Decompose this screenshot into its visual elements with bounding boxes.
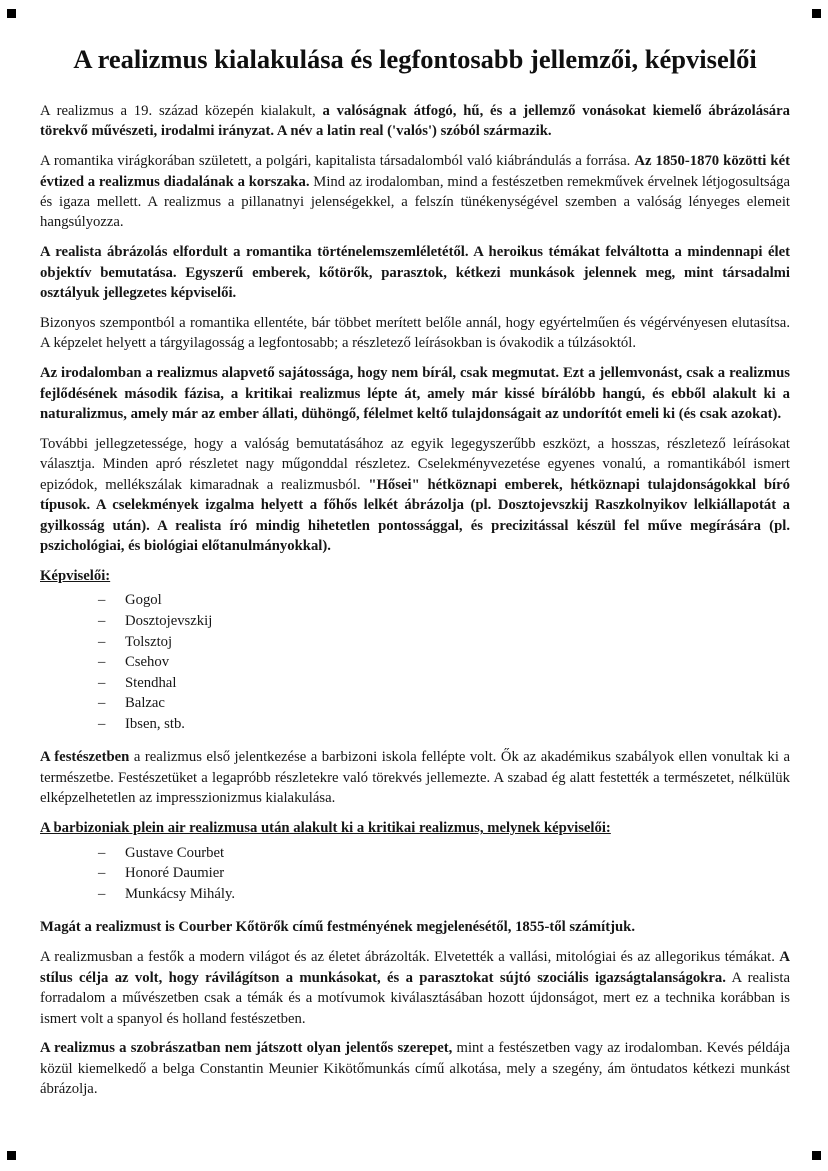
list-item (40, 673, 790, 694)
paragraph: A realizmus a 19. század közepén kialakult, a valóságnak átfogó, hű, és a jellemző vonásokat kiemelő ábrázolására törekvő művészeti, irodalmi irányzat. A név a latin real ('valós') szóból származik. (40, 102, 790, 140)
section-heading: Képviselői: (40, 567, 111, 584)
list-item-label: Munkácsy Mihály. (125, 885, 236, 902)
list-item-label: Csehov (125, 654, 170, 671)
paragraph (40, 242, 790, 303)
list-item (40, 693, 790, 714)
list-item-label: Tolsztoj (125, 633, 173, 650)
list-item (40, 884, 790, 905)
paragraph (40, 917, 790, 937)
corner-mark-top-right (812, 9, 821, 18)
bold-text-run: A realizmus a szobrászatban nem játszott olyan jelentős szerepet, (40, 1040, 453, 1057)
list-item (40, 714, 790, 735)
corner-mark-bottom-left (7, 1151, 16, 1160)
bold-text-run: a valóságnak átfogó, hű, és a jellemző vonásokat kiemelő ábrázolására törekvő művészeti, irodalmi irányzat. A név a latin real ('valós') szóból származik. (40, 102, 790, 140)
dash-marker: – (98, 633, 106, 650)
dash-marker: – (98, 674, 106, 691)
list-item-label: Stendhal (125, 674, 177, 691)
dash-marker: – (98, 592, 106, 609)
paragraph: A realizmus a szobrászatban nem játszott olyan jelentős szerepet, mint a festészetben vagy az irodalomban. Kevés példája közül kiemelkedő a belga Constantin Meunier Kikötőmunkás című alkotása, mely a szegény, ám öntudatos kétkezi munkást ábrázolja. (40, 1040, 790, 1098)
dash-marker: – (98, 695, 106, 712)
list-item (40, 863, 790, 884)
corner-mark-bottom-right (812, 1151, 821, 1160)
paragraph: A romantika virágkorában született, a polgári, kapitalista társadalomból való kiábrándulás a forrása. Az 1850-1870 közötti két évtized a realizmus diadalának a korszaka. Mind az irodalomban, mind a festészetben remekművek érvelnek létjogosultsága és igaza mellett. A realizmus a pillanatnyi jelenségekkel, a felszín tünékenységével szemben a valóság lényeges elemeit hangsúlyozza. (40, 153, 791, 231)
bold-text-run: Magát a realizmust is Courber Kőtörők című festményének megjelenésétől, 1855-től számítjuk. (40, 919, 636, 936)
list-item (40, 632, 790, 653)
list-item-label: Gustave Courbet (125, 844, 225, 861)
bold-text-run: A stílus célja az volt, hogy rávilágítson a munkásokat, és a parasztokat sújtó szociális igazságtalanságokra. (40, 949, 790, 986)
document-body (40, 101, 790, 1100)
list-item-label: Honoré Daumier (125, 865, 225, 882)
representatives-list (40, 590, 790, 734)
dash-marker: – (98, 885, 106, 902)
list-item (40, 611, 790, 632)
document-title: A realizmus kialakulása és legfontosabb jellemzői, képviselői (73, 44, 757, 74)
section-heading: A barbizoniak plein air realizmusa után alakult ki a kritikai realizmus, melynek képviselői: (40, 820, 611, 837)
paragraph: A festészetben a realizmus első jelentkezése a barbizoni iskola fellépte volt. Ők az akadémikus szabályok ellen vonultak ki a természetbe. Festészetüket a legapróbb részletekre való törekvés jellemezte. A szabad ég alatt festették a természetet, nélkülük elképzelhetetlen az impresszionizmus kialakulása. (40, 749, 790, 807)
dash-marker: – (98, 865, 106, 882)
list-item-label: Balzac (125, 695, 165, 712)
dash-marker: – (98, 715, 106, 732)
paragraph: Bizonyos szempontból a romantika ellentéte, bár többet merített belőle annál, hogy egyértelműen és végérvényesen elutasítsa. A képzelet helyett a tárgyilagosság a legfontosabb; a részletező leírásokban is óvakodik a túlzásoktól. (40, 314, 790, 352)
list-item-label: Gogol (125, 592, 162, 609)
representatives-list (40, 843, 790, 905)
paragraph: A realizmusban a festők a modern világot és az életet ábrázolták. Elvetették a vallási, mitológiai és az allegorikus témákat. A stílus célja az volt, hogy rávilágítson a munkásokat, és a parasztokat sújtó szociális igazságtalanságokra. A realista forradalom a művészetben csak a témák és a motívumok kiválasztásában hozott újdonságot, mert ez a technika korábban is ismert volt a spanyol és holland festészetben. (40, 949, 791, 1027)
bold-text-run: "Hősei" hétköznapi emberek, hétköznapi tulajdonságokkal bíró típusok. A cselekmények izgalma helyett a főhős lelkét ábrázolja (pl. Dosztojevszkij Raszkolnyikov lelkiállapotát a gyilkosság után). A realista író mindig hihetetlen pontossággal, és precizitással készül fel műve megírására (pl. pszichológiai, és biológiai előtanulmányokkal). (40, 476, 790, 555)
dash-marker: – (98, 654, 106, 671)
bold-text-run: A realista ábrázolás elfordult a romantika történelemszemléletétől. A heroikus témákat felváltotta a mindennapi élet objektív bemutatása. Egyszerű emberek, kőtörők, parasztok, kétkezi munkások jelennek meg, mint társadalmi osztályuk jellegzetes képviselői. (40, 244, 790, 302)
corner-mark-top-left (7, 9, 16, 18)
dash-marker: – (98, 612, 106, 629)
dash-marker: – (98, 844, 106, 861)
list-item-label: Ibsen, stb. (125, 715, 185, 732)
paragraph: További jellegzetessége, hogy a valóság bemutatásához az egyik legegyszerűbb eszközt, a hosszas, részletező leírásokat választja. Minden apró részletet nagy műgonddal részletez. Cselekményvezetése egyenes vonalú, a romantikából ismert epizódok, mellékszálak kimaradnak a realizmusból. "Hősei" hétköznapi emberek, hétköznapi tulajdonságokkal bíró típusok. A cselekmények izgalma helyett a főhős lelkét ábrázolja (pl. Dosztojevszkij Raszkolnyikov lelkiállapotát a gyilkosság után). A realista író mindig hihetetlen pontossággal, és precizitással készül fel műve megírására (pl. pszichológiai, és biológiai előtanulmányokkal). (40, 435, 790, 555)
bold-text-run: A festészetben (40, 749, 130, 766)
bold-text-run: Az irodalomban a realizmus alapvető sajátossága, hogy nem bírál, csak megmutat. Ezt a jellemvonást, csak a realizmus fejlődésének második fázisa, a kritikai realizmus lépte át, amely már kissé bírálóbb hangú, és ebből alakult ki a naturalizmus, amely már az ember állati, dühöngő, félelmet keltő tulajdonságait az undorítót emeli ki (és csak azokat). (40, 365, 790, 423)
bold-text-run: Az 1850-1870 közötti két évtized a realizmus diadalának a korszaka. (40, 153, 790, 190)
list-item (40, 590, 790, 611)
list-item (40, 652, 790, 673)
paragraph (40, 363, 790, 424)
list-item (40, 843, 790, 864)
list-item-label: Dosztojevszkij (125, 612, 213, 629)
